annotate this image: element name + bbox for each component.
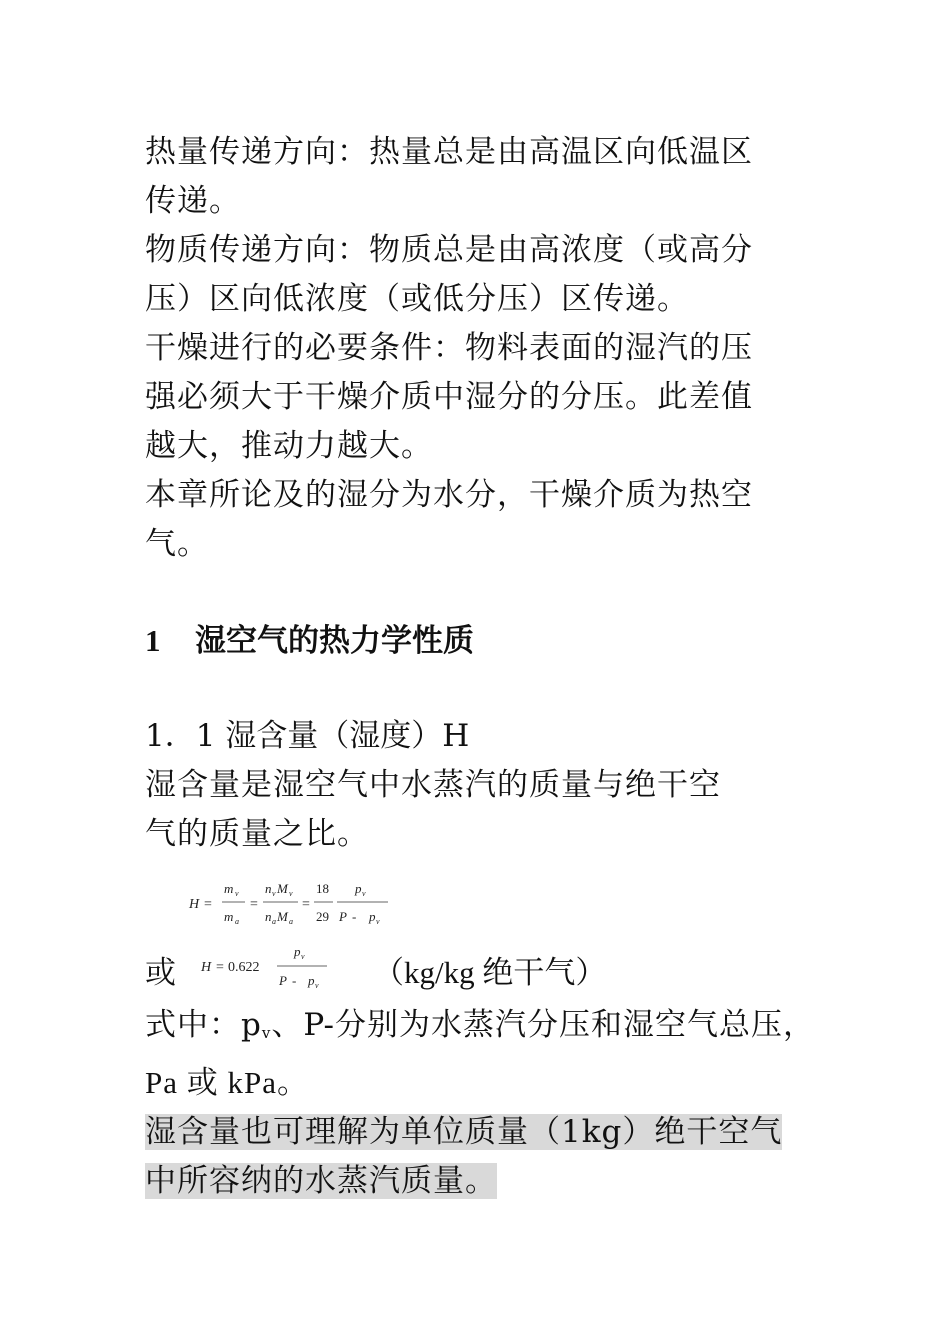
section-heading [145, 616, 825, 665]
formula-symbol: m [224, 909, 234, 924]
or-label: 或 [145, 955, 176, 991]
formula-symbol: v [362, 889, 366, 898]
text-line: 强必须大于干燥介质中湿分的分压。此差值 [145, 379, 753, 415]
highlighted-paragraph [145, 1108, 825, 1206]
definition-paragraph [145, 761, 825, 859]
formula-symbol: H [189, 897, 200, 912]
unit-open: （kg/kg [373, 955, 483, 990]
formula-symbol: 29 [316, 909, 329, 924]
formula-symbol: = [302, 897, 310, 912]
text-line: 传递。 [145, 183, 241, 219]
formula-symbol: v [376, 917, 380, 926]
text-line: 干燥进行的必要条件：物料表面的湿汽的压 [145, 330, 753, 366]
formula-symbol: a [272, 917, 276, 926]
paragraph-drying-condition [145, 324, 825, 471]
formula-symbol: p [355, 881, 362, 896]
formula-symbol: M [277, 909, 288, 924]
formula-symbol: P [339, 909, 347, 924]
formula-symbol: n [265, 881, 272, 896]
formula-symbol: - [352, 909, 357, 924]
text-line: 物质传递方向：物质总是由高浓度（或高分 [145, 232, 753, 268]
formula-symbol: n [265, 909, 272, 924]
section-number: 1 [145, 623, 161, 658]
formula-symbol: H [201, 960, 212, 975]
document-page [145, 128, 825, 1206]
section-title: 湿空气的热力学性质 [195, 623, 474, 658]
formula-symbol: 18 [316, 881, 329, 896]
subscript: v [261, 1024, 272, 1042]
formula-humidity-partial-pressure [145, 941, 825, 1001]
formula-symbol: v [235, 889, 239, 898]
formula-symbol: v [315, 981, 319, 990]
where-paragraph [145, 1001, 825, 1108]
text-line: 越大，推动力越大。 [145, 428, 433, 464]
text-line: 气。 [145, 526, 209, 562]
text-line: 热量传递方向：热量总是由高温区向低温区 [145, 134, 753, 170]
formula-image [197, 943, 337, 993]
spacer [145, 569, 825, 616]
where-prefix: 式中：p [145, 1007, 262, 1043]
subsection-heading: 1．1 湿含量（湿度）H [145, 718, 470, 754]
formula-symbol: = [216, 960, 224, 975]
spacer [145, 665, 825, 712]
text-line: 压）区向低浓度（或低分压）区传递。 [145, 281, 689, 317]
formula-symbol: 0.622 [228, 960, 260, 975]
unit-text: 绝干气 [482, 955, 576, 991]
paragraph-heat-transfer [145, 128, 825, 226]
unit-label [373, 947, 606, 992]
formula-symbol: v [301, 952, 305, 961]
where-unit-line: Pa 或 kPa。 [145, 1065, 309, 1100]
where-rest: 、P-分别为水蒸汽分压和湿空气总压， [271, 1007, 815, 1043]
formula-symbol: v [289, 889, 293, 898]
formula-symbol: M [277, 881, 288, 896]
formula-symbol: a [289, 917, 293, 926]
paragraph-mass-transfer [145, 226, 825, 324]
formula-symbol: p [308, 973, 315, 988]
formula-humidity-definition [145, 859, 825, 941]
formula-symbol: m [224, 881, 234, 896]
formula-symbol: v [272, 889, 276, 898]
formula-symbol: p [369, 909, 376, 924]
highlighted-text: 中所容纳的水蒸汽质量。 [145, 1163, 497, 1199]
paragraph-scope [145, 471, 825, 569]
text-line: 本章所论及的湿分为水分，干燥介质为热空 [145, 477, 753, 513]
formula-symbol: P [279, 973, 287, 988]
formula-symbol: = [204, 897, 212, 912]
formula-symbol: = [250, 897, 258, 912]
formula-symbol: - [292, 973, 297, 988]
unit-close: ） [575, 955, 607, 991]
formula-symbol: p [294, 944, 301, 959]
formula-image [185, 877, 415, 929]
highlighted-text: 湿含量也可理解为单位质量（1kg）绝干空气 [145, 1114, 783, 1150]
text-line: 气的质量之比。 [145, 816, 369, 852]
text-line: 湿含量是湿空气中水蒸汽的质量与绝干空 [145, 767, 721, 803]
formula-symbol: a [235, 917, 239, 926]
